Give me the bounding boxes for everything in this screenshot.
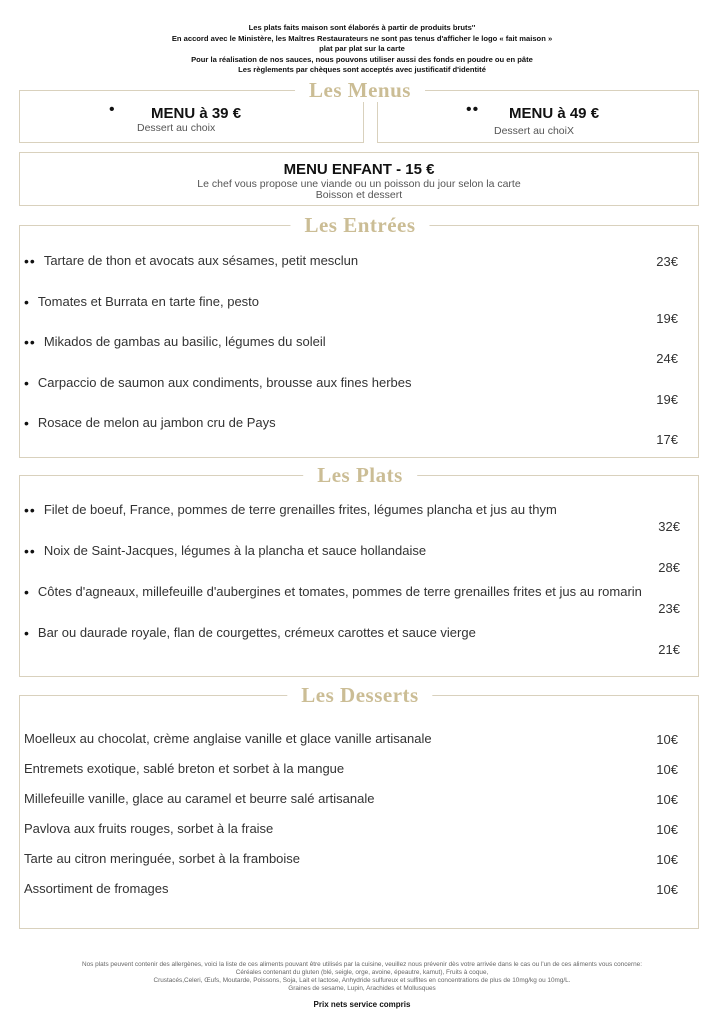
notice-line: Les plats faits maison sont élaborés à partir de produits bruts'' xyxy=(248,23,476,32)
menu-item xyxy=(24,731,678,761)
menu-item xyxy=(24,821,678,851)
notice-line: Les règlements par chèques sont acceptés avec justificatif d'identité xyxy=(238,65,486,75)
bullet-icon: • xyxy=(24,374,30,391)
menu-49-sub: Dessert au choiX xyxy=(494,125,574,137)
item-name-row xyxy=(24,821,678,837)
plats-list xyxy=(24,502,680,666)
prices-note: Prix nets service compris xyxy=(313,1000,411,1009)
menu-enfant-line2: Boisson et dessert xyxy=(315,189,403,201)
menu-item xyxy=(24,543,680,576)
item-name: Filet de boeuf, France, pommes de terre grenailles frites, légumes plancha et jus au thym xyxy=(43,502,557,517)
item-name-row xyxy=(24,334,678,350)
menu-enfant-box xyxy=(19,152,699,206)
item-name-row xyxy=(24,375,678,391)
menu-49-title: MENU à 49 € xyxy=(509,105,600,122)
house-notice xyxy=(0,23,724,76)
menu-item xyxy=(24,761,678,791)
menus-heading: Les Menus xyxy=(295,78,425,102)
menu-item xyxy=(24,584,680,617)
bullet-icon: •• xyxy=(24,334,36,350)
item-price: 23€ xyxy=(658,601,680,616)
item-name: Tarte au citron meringuée, sorbet à la framboise xyxy=(24,851,301,866)
item-name-row xyxy=(24,881,678,897)
menu-49-box xyxy=(377,90,699,143)
item-name: Mikados de gambas au basilic, légumes du soleil xyxy=(43,334,326,349)
menu-item xyxy=(24,791,678,821)
notice-line: Pour la réalisation de nos sauces, nous pouvons utiliser aussi des fonds en poudre ou en pâte xyxy=(191,54,533,64)
item-price: 10€ xyxy=(656,732,678,747)
item-price: 10€ xyxy=(656,822,678,837)
item-name-row xyxy=(24,415,678,431)
desserts-heading: Les Desserts xyxy=(287,683,432,707)
desserts-list xyxy=(24,731,678,911)
item-price: 24€ xyxy=(656,351,678,366)
item-price: 32€ xyxy=(658,519,680,534)
menu-item xyxy=(24,334,678,375)
item-name: Côtes d'agneaux, millefeuille d'aubergines et tomates, pommes de terre grenailles frites et jus au romarin xyxy=(37,584,642,599)
footer-line: Crustacés,Celeri, Œufs, Moutarde, Poissons, Soja, Lait et lactose, Anhydride sulfureux et sulfites en concentrations de plus de 10mg/kg ou 10mg/L. xyxy=(153,977,571,984)
menu-39-title: MENU à 39 € xyxy=(151,105,242,122)
item-price: 19€ xyxy=(656,310,678,326)
item-name-row xyxy=(24,625,680,641)
item-name-row xyxy=(24,502,680,518)
item-price: 10€ xyxy=(656,792,678,807)
footer-line: Nos plats peuvent contenir des allergènes, voici la liste de ces aliments pouvant être utilisés par la cuisine, veuillez nous prévenir dès votre arrivée dans le cas ou l'un de ces aliments vous concerne: xyxy=(82,961,642,968)
notice-line: En accord avec le Ministère, les Maîtres Restaurateurs ne sont pas tenus d'afficher le logo « fait maison » xyxy=(171,33,553,43)
menu-item xyxy=(24,625,680,658)
bullet-icon: • xyxy=(24,415,30,431)
item-name: Assortiment de fromages xyxy=(24,881,169,896)
menu-enfant-title: MENU ENFANT - 15 € xyxy=(283,161,435,178)
item-name: Tomates et Burrata en tarte fine, pesto xyxy=(37,293,260,309)
menu-item xyxy=(24,415,678,456)
item-name: Moelleux au chocolat, crème anglaise vanille et glace vanille artisanale xyxy=(24,731,432,746)
bullet-icon: • xyxy=(24,584,30,600)
menu-39-sub: Dessert au choix xyxy=(137,122,216,134)
item-name-row xyxy=(24,731,678,747)
bullet-icon: •• xyxy=(466,101,480,118)
allergen-footer xyxy=(24,961,700,993)
item-name: Noix de Saint-Jacques, légumes à la plancha et sauce hollandaise xyxy=(43,543,427,558)
item-price: 28€ xyxy=(658,560,680,575)
item-name: Pavlova aux fruits rouges, sorbet à la fraise xyxy=(24,821,274,836)
footer-line: Céréales contenant du gluten (blé, seigle, orge, avoine, épeautre, kamut), Fruits à coque, xyxy=(235,969,489,976)
bullet-icon: •• xyxy=(24,253,36,269)
bullet-icon: • xyxy=(24,293,30,310)
menu-item xyxy=(24,881,678,911)
item-price: 23€ xyxy=(656,254,678,269)
item-name: Millefeuille vanille, glace au caramel et beurre salé artisanale xyxy=(24,791,375,806)
menu-enfant-line1: Le chef vous propose une viande ou un poisson du jour selon la carte xyxy=(197,178,521,190)
item-price: 19€ xyxy=(656,391,678,407)
footer-line: Graines de sesame, Lupin, Arachides et Mollusques xyxy=(288,985,436,992)
menu-item xyxy=(24,502,680,535)
bullet-icon: •• xyxy=(24,502,36,518)
menu-item xyxy=(24,851,678,881)
plats-heading: Les Plats xyxy=(303,463,417,487)
bullet-icon: • xyxy=(24,625,30,641)
item-price: 10€ xyxy=(656,852,678,867)
menu-item xyxy=(24,294,678,335)
notice-line: plat par plat sur la carte xyxy=(319,44,405,54)
menu-item xyxy=(24,253,678,294)
item-name: Carpaccio de saumon aux condiments, brousse aux fines herbes xyxy=(37,374,412,390)
menu-item xyxy=(24,375,678,416)
item-price: 21€ xyxy=(658,642,680,657)
item-name-row xyxy=(24,761,678,777)
item-name: Bar ou daurade royale, flan de courgettes, crémeux carottes et sauce vierge xyxy=(37,625,476,640)
item-name-row xyxy=(24,543,680,559)
entrees-heading: Les Entrées xyxy=(290,213,429,237)
entrees-list xyxy=(24,253,678,456)
bullet-icon: • xyxy=(109,101,116,118)
item-name-row xyxy=(24,294,678,310)
item-name: Entremets exotique, sablé breton et sorbet à la mangue xyxy=(24,761,345,776)
item-name-row xyxy=(24,851,678,867)
item-name: Tartare de thon et avocats aux sésames, petit mesclun xyxy=(43,253,359,268)
item-name-row xyxy=(24,253,678,269)
item-price: 10€ xyxy=(656,882,678,897)
item-name-row xyxy=(24,791,678,807)
item-price: 10€ xyxy=(656,762,678,777)
item-name-row xyxy=(24,584,680,600)
item-price: 17€ xyxy=(656,432,678,447)
item-name: Rosace de melon au jambon cru de Pays xyxy=(37,415,276,430)
bullet-icon: •• xyxy=(24,543,36,559)
